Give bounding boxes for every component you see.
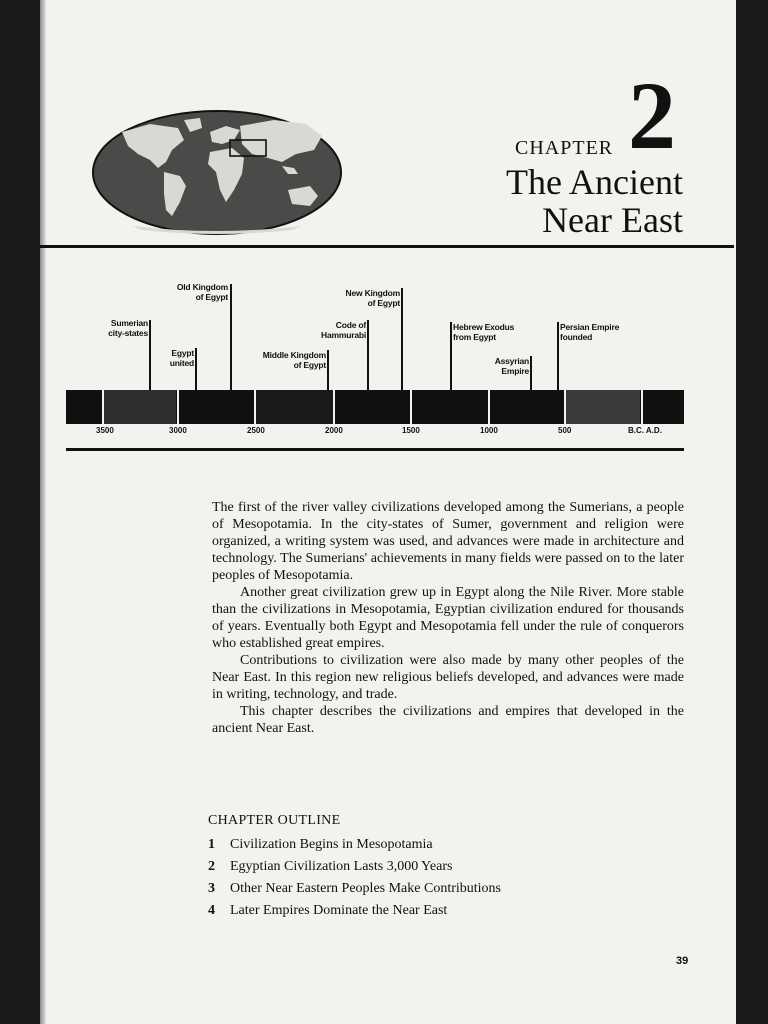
event-label: Assyrian Empire bbox=[494, 356, 529, 376]
event-label: Middle Kingdom of Egypt bbox=[262, 350, 326, 370]
event-label: Hebrew Exodus from Egypt bbox=[453, 322, 515, 342]
timeline-divider bbox=[410, 390, 412, 424]
timeline-tick: 1500 bbox=[402, 426, 420, 435]
event-marker bbox=[195, 348, 197, 390]
timeline-tick: 2500 bbox=[247, 426, 265, 435]
header-rule bbox=[40, 245, 734, 248]
timeline bbox=[40, 270, 736, 460]
event-marker bbox=[367, 320, 369, 390]
chapter-outline bbox=[208, 834, 628, 922]
event-label: Sumerian city-states bbox=[108, 318, 148, 338]
outline-item-text: Egyptian Civilization Lasts 3,000 Years bbox=[230, 859, 453, 874]
paragraph: Another great civilization grew up in Egypt along the Nile River. More stable than the civilizations in Mesopotamia, Egyptian civilization endured for thousands of years. Eventually both Egypt and Mesopotamia fell under the rule of conquerors who established great empires. bbox=[212, 585, 684, 651]
outline-item-text: Civilization Begins in Mesopotamia bbox=[230, 837, 433, 852]
timeline-segment bbox=[256, 390, 334, 424]
book-page bbox=[40, 0, 736, 1024]
event-label: Code of Hammurabi bbox=[321, 320, 366, 340]
timeline-tick: B.C. A.D. bbox=[628, 426, 662, 435]
timeline-divider bbox=[254, 390, 256, 424]
event-marker bbox=[327, 350, 329, 390]
timeline-tick: 500 bbox=[558, 426, 572, 435]
outline-item-number: 2 bbox=[208, 859, 215, 874]
outline-item bbox=[208, 900, 628, 922]
event-marker bbox=[450, 322, 452, 390]
chapter-title bbox=[506, 163, 683, 239]
event-marker bbox=[530, 356, 532, 390]
chapter-label: CHAPTER bbox=[515, 137, 614, 159]
chapter-introduction bbox=[212, 499, 684, 737]
outline-item-number: 1 bbox=[208, 837, 215, 852]
event-label: New Kingdom of Egypt bbox=[345, 288, 400, 308]
paragraph: Contributions to civilization were also made by many other peoples of the Near East. In this region new religious beliefs developed, and advances were made in writing, technology, and trade. bbox=[212, 653, 684, 702]
event-label: Egypt united bbox=[169, 348, 194, 368]
outline-item-text: Other Near Eastern Peoples Make Contributions bbox=[230, 881, 501, 896]
timeline-divider bbox=[102, 390, 104, 424]
page-binding-edge bbox=[40, 0, 46, 1024]
chapter-number: 2 bbox=[628, 62, 676, 169]
timeline-segment bbox=[566, 390, 640, 424]
timeline-rule bbox=[66, 448, 684, 451]
event-marker bbox=[401, 288, 403, 390]
timeline-tick: 3000 bbox=[169, 426, 187, 435]
event-label: Persian Empire founded bbox=[560, 322, 620, 342]
event-marker bbox=[230, 284, 232, 390]
timeline-divider bbox=[564, 390, 566, 424]
timeline-divider bbox=[488, 390, 490, 424]
outline-item-text: Later Empires Dominate the Near East bbox=[230, 903, 448, 918]
timeline-tick: 3500 bbox=[96, 426, 114, 435]
timeline-divider bbox=[641, 390, 643, 424]
timeline-tick: 2000 bbox=[325, 426, 343, 435]
paragraph: This chapter describes the civilizations and empires that developed in the ancient Near East. bbox=[212, 704, 684, 736]
timeline-divider bbox=[177, 390, 179, 424]
chapter-title-line-1: The Ancient bbox=[506, 162, 683, 202]
event-label: Old Kingdom of Egypt bbox=[176, 282, 228, 302]
outline-title: CHAPTER OUTLINE bbox=[208, 813, 341, 828]
timeline-segment bbox=[104, 390, 176, 424]
outline-item-number: 3 bbox=[208, 881, 215, 896]
outline-item bbox=[208, 878, 628, 900]
event-marker bbox=[557, 322, 559, 390]
timeline-divider bbox=[333, 390, 335, 424]
chapter-title-line-2: Near East bbox=[542, 200, 683, 240]
page-number: 39 bbox=[676, 955, 689, 967]
timeline-tick: 1000 bbox=[480, 426, 498, 435]
outline-item-number: 4 bbox=[208, 903, 215, 918]
paragraph: The first of the river valley civilizations developed among the Sumerians, a people of Mesopotamia. In the city-states of Sumer, government and religion were organized, a writing system was used, and advances were made in architecture and technology. The Sumerians' achievements in many fields were passed on to the later peoples of Mesopotamia. bbox=[212, 500, 684, 583]
outline-item bbox=[208, 834, 628, 856]
outline-item bbox=[208, 856, 628, 878]
world-map-icon bbox=[92, 110, 342, 235]
